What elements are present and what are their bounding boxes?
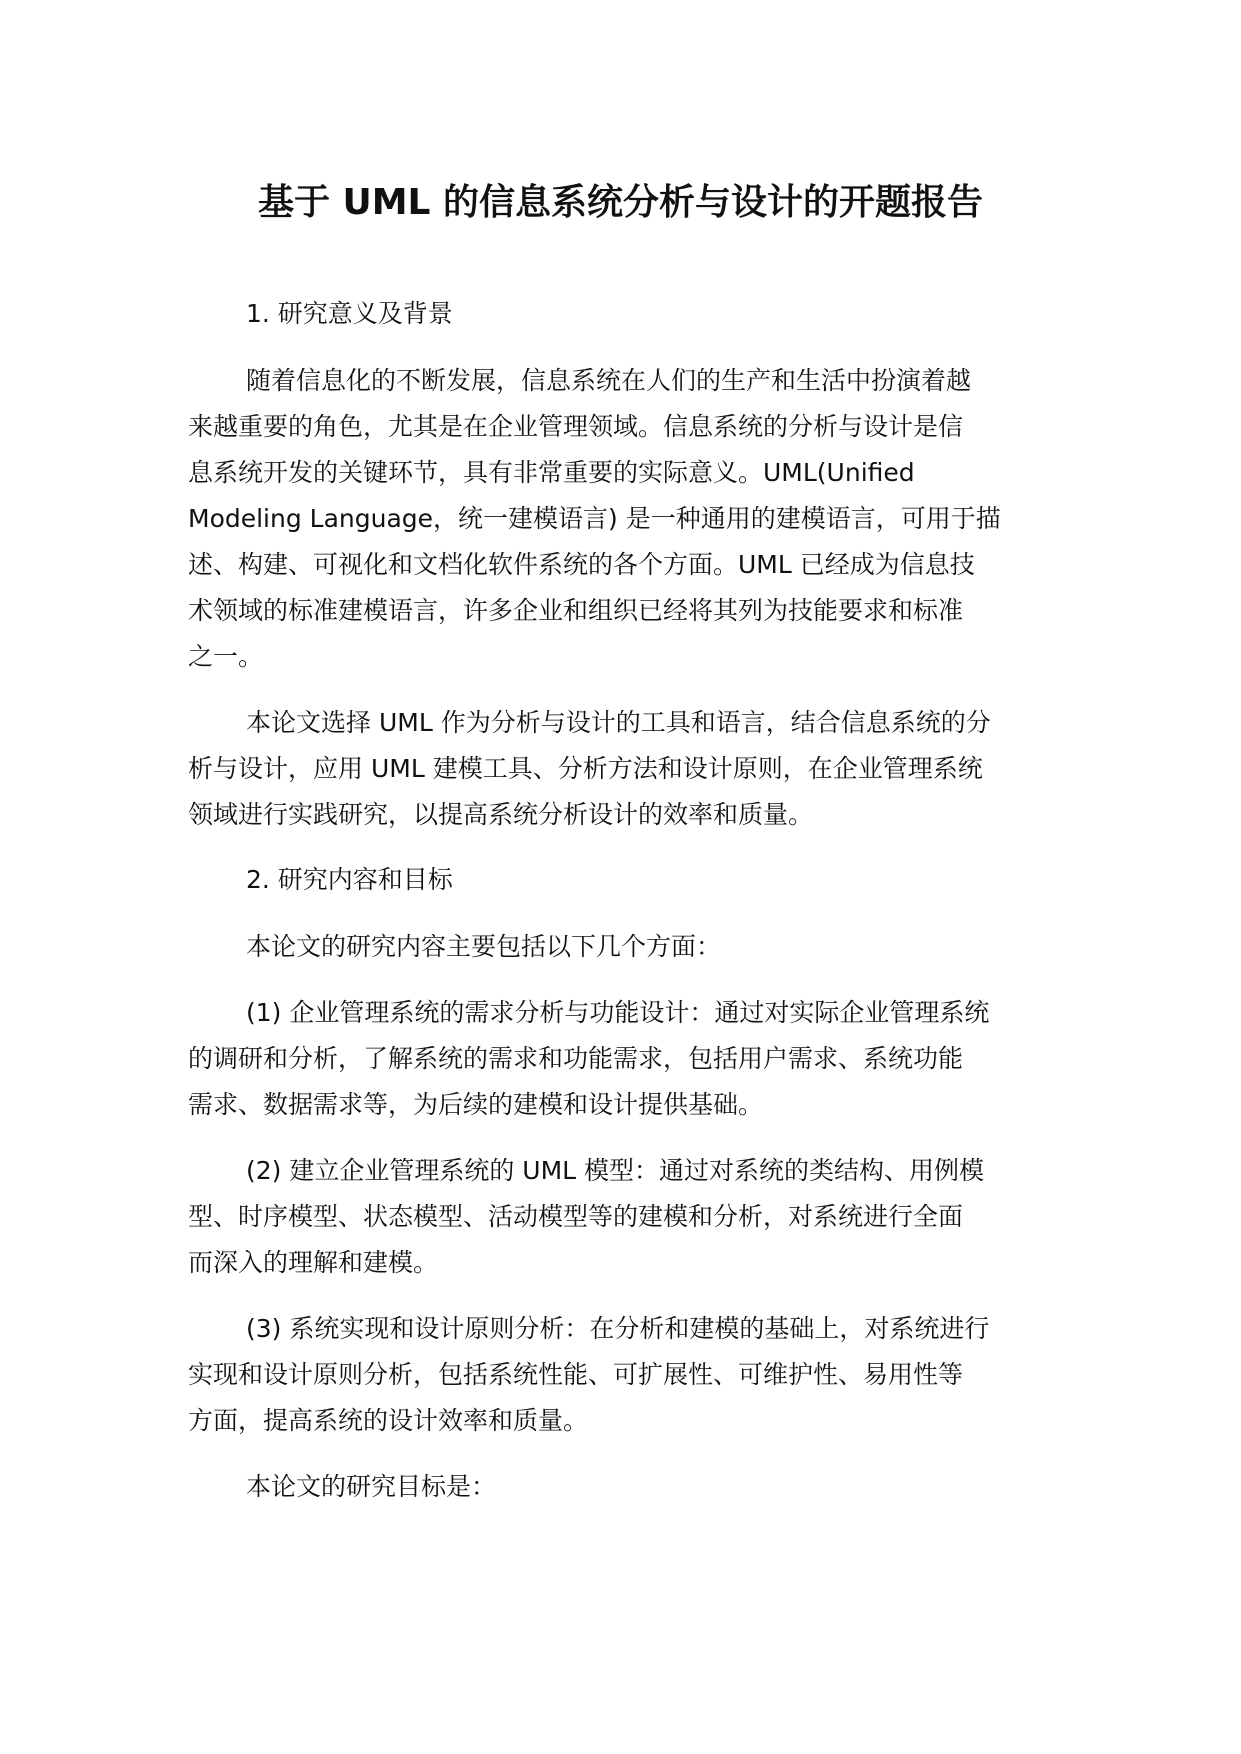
document-body	[188, 292, 1058, 1530]
list-item-3	[188, 1306, 1058, 1444]
text-line: 的调研和分析，了解系统的需求和功能需求，包括用户需求、系统功能	[188, 1044, 964, 1073]
text-line: 析与设计，应用 UML 建模工具、分析方法和设计原则，在企业管理系统	[188, 754, 983, 783]
text-line: 息系统开发的关键环节，具有非常重要的实际意义。UML(Unified	[188, 458, 915, 487]
paragraph-approach	[188, 700, 1058, 838]
text-line: 方面，提高系统的设计效率和质量。	[188, 1406, 589, 1435]
text-line: 型、时序模型、状态模型、活动模型等的建模和分析，对系统进行全面	[188, 1202, 964, 1231]
text-line: 需求、数据需求等，为后续的建模和设计提供基础。	[188, 1090, 764, 1119]
text-line: 述、构建、可视化和文档化软件系统的各个方面。UML 已经成为信息技	[188, 550, 975, 579]
text-line: 而深入的理解和建模。	[188, 1248, 439, 1277]
text-line: (1) 企业管理系统的需求分析与功能设计：通过对实际企业管理系统	[246, 998, 990, 1027]
section-heading-1: 1. 研究意义及背景	[246, 299, 453, 328]
text-line: 之一。	[188, 642, 264, 671]
paragraph-goals-intro	[188, 1464, 1058, 1510]
list-item-2	[188, 1148, 1058, 1286]
text-line: 本论文的研究目标是：	[246, 1472, 497, 1501]
list-item-1	[188, 990, 1058, 1128]
text-line: 领域进行实践研究，以提高系统分析设计的效率和质量。	[188, 800, 814, 829]
text-line: 实现和设计原则分析，包括系统性能、可扩展性、可维护性、易用性等	[188, 1360, 964, 1389]
text-line: (3) 系统实现和设计原则分析：在分析和建模的基础上，对系统进行	[246, 1314, 990, 1343]
text-line: 来越重要的角色，尤其是在企业管理领域。信息系统的分析与设计是信	[188, 412, 964, 441]
document-title: 基于 UML 的信息系统分析与设计的开题报告	[257, 182, 984, 223]
paragraph-content-intro	[188, 924, 1058, 970]
paragraph-background	[188, 358, 1058, 680]
text-line: (2) 建立企业管理系统的 UML 模型：通过对系统的类结构、用例模	[246, 1156, 985, 1185]
text-line: 本论文选择 UML 作为分析与设计的工具和语言，结合信息系统的分	[246, 708, 991, 737]
text-line: Modeling Language，统一建模语言) 是一种通用的建模语言，可用于描	[188, 504, 1001, 533]
text-line: 术领域的标准建模语言，许多企业和组织已经将其列为技能要求和标准	[188, 596, 964, 625]
section-heading-2: 2. 研究内容和目标	[246, 865, 453, 894]
text-line: 本论文的研究内容主要包括以下几个方面：	[246, 932, 722, 961]
text-line: 随着信息化的不断发展，信息系统在人们的生产和生活中扮演着越	[246, 366, 972, 395]
